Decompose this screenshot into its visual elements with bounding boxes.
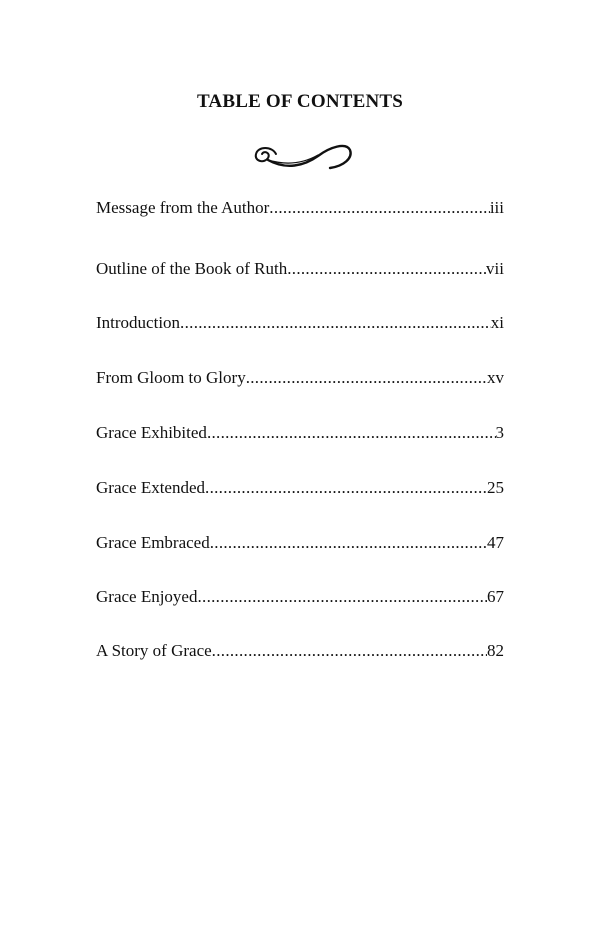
toc-entry <box>96 256 504 282</box>
toc-entry-page: 25 <box>487 478 504 497</box>
dot-leader <box>207 420 496 446</box>
toc-entry-page: 67 <box>487 587 504 606</box>
toc-entry-title: Grace Extended <box>96 475 205 501</box>
toc-entry <box>96 638 504 664</box>
toc-entry-title: From Gloom to Glory <box>96 365 246 391</box>
toc-entry-page: 82 <box>487 641 504 660</box>
toc-entry <box>96 584 504 610</box>
dot-leader <box>246 365 487 391</box>
toc-entry-title: A Story of Grace <box>96 638 212 664</box>
toc-entry-page: 3 <box>495 423 504 442</box>
toc-entry-page: iii <box>489 198 504 217</box>
toc-entry-title: Message from the Author <box>96 195 269 221</box>
dot-leader <box>269 195 490 221</box>
dot-leader <box>210 530 487 556</box>
toc-entry-page: xi <box>490 313 504 332</box>
toc-entry-title: Grace Exhibited <box>96 420 207 446</box>
toc-entry <box>96 420 504 446</box>
toc-entry-page: vii <box>486 259 504 278</box>
dot-leader <box>205 475 487 501</box>
dot-leader <box>287 256 486 282</box>
toc-entry-title: Outline of the Book of Ruth <box>96 256 287 282</box>
page-title: TABLE OF CONTENTS <box>196 91 404 112</box>
toc-entry <box>96 475 504 501</box>
dot-leader <box>197 584 487 610</box>
toc-entry-page: xv <box>487 368 504 387</box>
toc-entry <box>96 195 504 221</box>
toc-entry <box>96 530 504 556</box>
toc-entry-title: Grace Enjoyed <box>96 584 197 610</box>
toc-entry-title: Grace Embraced <box>96 530 210 556</box>
dot-leader <box>212 638 487 664</box>
toc-entry-page: 47 <box>487 533 504 552</box>
flourish-swirl-icon <box>246 136 356 176</box>
dot-leader <box>180 310 491 336</box>
toc-entry-title: Introduction <box>96 310 180 336</box>
toc-entry <box>96 310 504 336</box>
toc-entry <box>96 365 504 391</box>
